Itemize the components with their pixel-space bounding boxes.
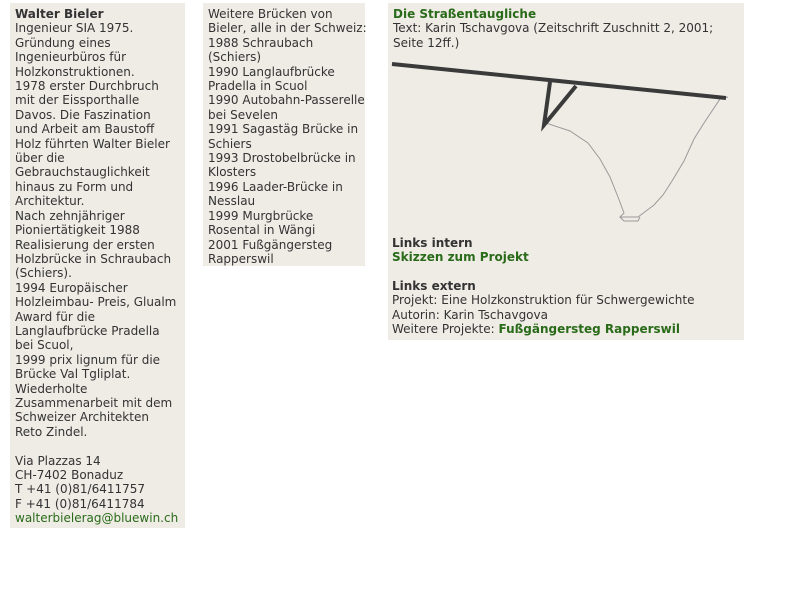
bio-line: mit der Eissporthalle [15,93,140,108]
autorin-row [392,308,694,322]
bridge-list-line: 1993 Drostobelbrücke in [208,151,356,166]
article-panel [388,3,744,340]
credit-line: Seite 12ff.) [393,35,460,50]
bio-line: Architektur. [15,194,85,209]
bio-name: Walter Bieler [15,7,104,21]
autorin-value: Karin Tschavgova [443,307,548,322]
bio-line: Langlaufbrücke Pradella [15,323,160,338]
bridge-deck [392,64,726,98]
bridge-list-line: 1999 Murgbrücke [208,208,314,223]
bridge-list-line: (Schiers) [208,50,262,65]
valley-line [546,97,728,217]
links-extern-heading: Links extern [392,279,476,293]
bieler-bio-panel [10,3,185,528]
bridge-list-line: 1991 Sagastäg Brücke in [208,122,359,137]
bio-line: Brücke Val Tgliplat. [15,367,131,382]
bio-line: Wiederholte [15,381,88,396]
sketches-link[interactable]: Skizzen zum Projekt [392,250,529,265]
bio-line: und Arbeit am Baustoff [15,122,155,137]
other-bridges-list [208,7,367,266]
bio-line: über die [15,151,65,166]
weitere-label: Weitere Projekte: [392,322,495,337]
projekt-value: Eine Holzkonstruktion für Schwergewichte [441,293,695,308]
bio-line: Zusammenarbeit mit dem [15,395,173,410]
bridge-list-line: Schiers [208,136,252,151]
bridge-list-line: Nesslau [208,194,256,209]
address-line: CH-7402 Bonaduz [15,467,124,482]
projekt-row [392,293,694,307]
bio-line: hinaus zu Form und [15,179,134,194]
bio-line: Schweizer Architekten [15,410,149,425]
bridge-list-line: 1990 Autobahn-Passerelle [208,93,365,108]
weitere-row [392,322,694,336]
bio-line: Ingenieurbüros für [15,50,127,65]
bridge-list-line: Pradella in Scuol [208,79,308,94]
bridge-list-line: Rapperswil [208,251,274,266]
article-credit [393,21,739,50]
bridge-list-line: bei Sevelen [208,107,278,122]
other-bridges-panel [203,3,365,266]
bio-line: 1978 erster Durchbruch [15,79,159,94]
bridge-list-line: 1996 Laader-Brücke in [208,179,343,194]
bio-text [15,21,180,439]
bio-line: Holzleimbau- Preis, Glualm [15,295,177,310]
bio-line: Pioniertätigkeit 1988 [15,223,140,238]
address-line: F +41 (0)81/6411784 [15,496,145,511]
bridge-list-line: 2001 Fußgängersteg [208,237,333,252]
bio-line: Nach zehnjähriger [15,208,125,223]
links-intern-heading: Links intern [392,236,473,250]
bio-line: Holzkonstruktionen. [15,64,135,79]
article-title: Die Straßentaugliche [393,7,537,21]
address-line: T +41 (0)81/6411757 [15,482,146,497]
bio-line: Holz führten Walter Bieler [15,136,170,151]
bio-line: 1994 Europäischer [15,280,128,295]
rapperswil-link[interactable]: Fußgängersteg Rapperswil [498,322,680,337]
address-line: Via Plazzas 14 [15,453,101,468]
bio-line: Davos. Die Faszination [15,107,151,122]
bio-line: Reto Zindel. [15,424,88,439]
bridge-list-line: Rosental in Wängi [208,223,316,238]
address-block [15,454,180,512]
bridge-list-line: Bieler, alle in der Schweiz: [208,21,367,36]
email-link[interactable]: walterbielerag@bluewin.ch [15,511,179,526]
bio-line: Gebrauchstauglichkeit [15,165,150,180]
bio-line: Gründung eines [15,35,111,50]
bio-line: Holzbrücke in Schraubach [15,251,172,266]
bridge-list-line: Weitere Brücken von [208,7,333,21]
links-intern-section [392,236,529,265]
bio-line: Realisierung der ersten [15,237,155,252]
bridge-sketch-image [388,55,744,235]
projekt-label: Projekt: [392,293,438,308]
autorin-label: Autorin: [392,307,440,322]
bridge-list-line: 1990 Langlaufbrücke [208,64,335,79]
links-extern-section [392,279,694,337]
bio-line: 1999 prix lignum für die [15,352,161,367]
bridge-list-line: 1988 Schraubach [208,35,314,50]
bio-line: Ingenieur SIA 1975. [15,21,134,36]
bridge-strut [544,82,576,125]
bridge-list-line: Klosters [208,165,257,180]
bio-line: bei Scuol, [15,338,74,353]
bio-line: Award für die [15,309,95,324]
bio-line: (Schiers). [15,266,72,281]
valley-notch [620,217,640,221]
credit-line: Text: Karin Tschavgova (Zeitschrift Zuschnitt 2, 2001; [393,21,714,36]
